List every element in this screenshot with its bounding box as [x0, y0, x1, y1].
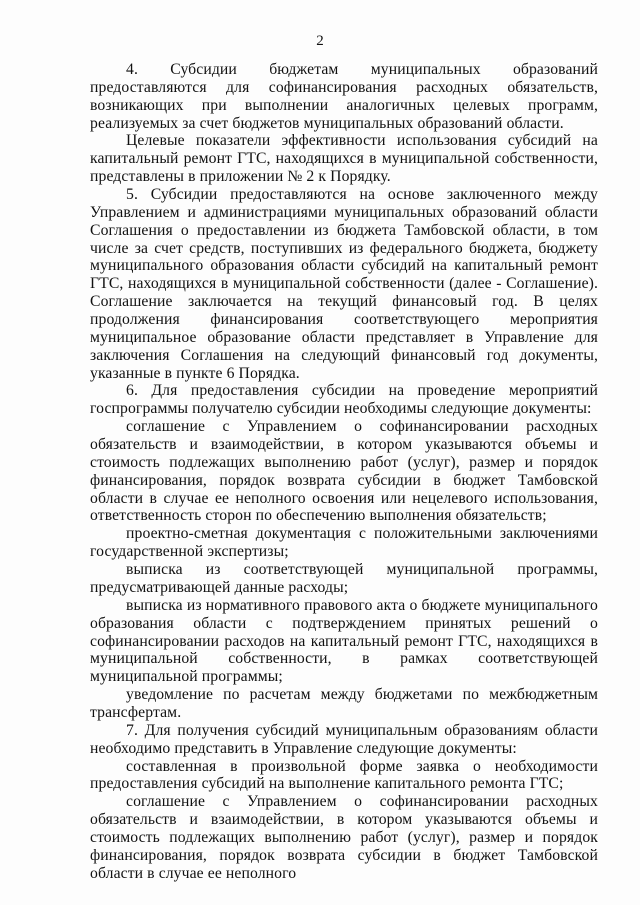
list-item-agreement: соглашение с Управлением о софинансировании расходных обязательств и взаимодействии, в котором указываются объемы и стоимость подлежащих выполнению работ (услуг), размер и порядок финансирования, порядок возврата субсидии в бюджет Тамбовской области в случае ее неполного освоения или нецелевого использования, ответственность сторон по обеспечению выполнения обязательств; [90, 418, 598, 525]
list-item-design-documentation: проектно-сметная документация с положительными заключениями государственной экспертизы; [90, 525, 598, 561]
document-body [90, 61, 598, 883]
list-item-budget-act-extract: выписка из нормативного правового акта о бюджете муниципального образования области с подтверждением принятых решений о софинансировании расходов на капитальный ремонт ГТС, находящихся в муниципальной собственности, в рамках соответствующей муниципальной программы; [90, 596, 598, 686]
paragraph-6-required-documents: 6. Для предоставления субсидии на проведение мероприятий госпрограммы получателю субсидии необходимы следующие документы: [90, 382, 598, 418]
list-item-application: составленная в произвольной форме заявка о необходимости предоставления субсидий на выполнение капитального ремонта ГТС; [90, 757, 598, 793]
list-item-agreement-continued: соглашение с Управлением о софинансировании расходных обязательств и взаимодействии, в котором указываются объемы и стоимость подлежащих выполнению работ (услуг), размер и порядок финансирования, порядок возврата субсидии в бюджет Тамбовской области в случае ее неполного [90, 793, 598, 882]
list-item-program-extract: выписка из соответствующей муниципальной программы, предусматривающей данные расходы; [90, 561, 598, 596]
paragraph-target-indicators: Целевые показатели эффективности использования субсидий на капитальный ремонт ГТС, находящихся в муниципальной собственности, представлены в приложении № 2 к Порядку. [90, 132, 598, 186]
page-number: 2 [316, 33, 324, 49]
paragraph-7-application-documents: 7. Для получения субсидий муниципальным образованиям области необходимо представить в Управление следующие документы: [90, 721, 598, 757]
list-item-transfer-notice: уведомление по расчетам между бюджетами по межбюджетным трансфертам. [90, 686, 598, 721]
paragraph-4-subsidies-purpose: 4. Субсидии бюджетам муниципальных образований предоставляются для софинансирования расходных обязательств, возникающих при выполнении аналогичных целевых программ, реализуемых за счет бюджетов муниципальных образований области. [90, 61, 598, 132]
paragraph-5-agreement: 5. Субсидии предоставляются на основе заключенного между Управлением и администрациями муниципальных образований области Соглашения о предоставлении из бюджета Тамбовской области, в том числе за счет средств, поступивших из федерального бюджета, бюджету муниципального образования области субсидий на капитальный ремонт ГТС, находящихся в муниципальной собственности (далее - Соглашение). Соглашение заключается на текущий финансовый год. В целях продолжения финансирования соответствующего мероприятия муниципальное образование области представляет в Управление для заключения Соглашения на следующий финансовый год документы, указанные в пункте 6 Порядка. [90, 186, 598, 382]
